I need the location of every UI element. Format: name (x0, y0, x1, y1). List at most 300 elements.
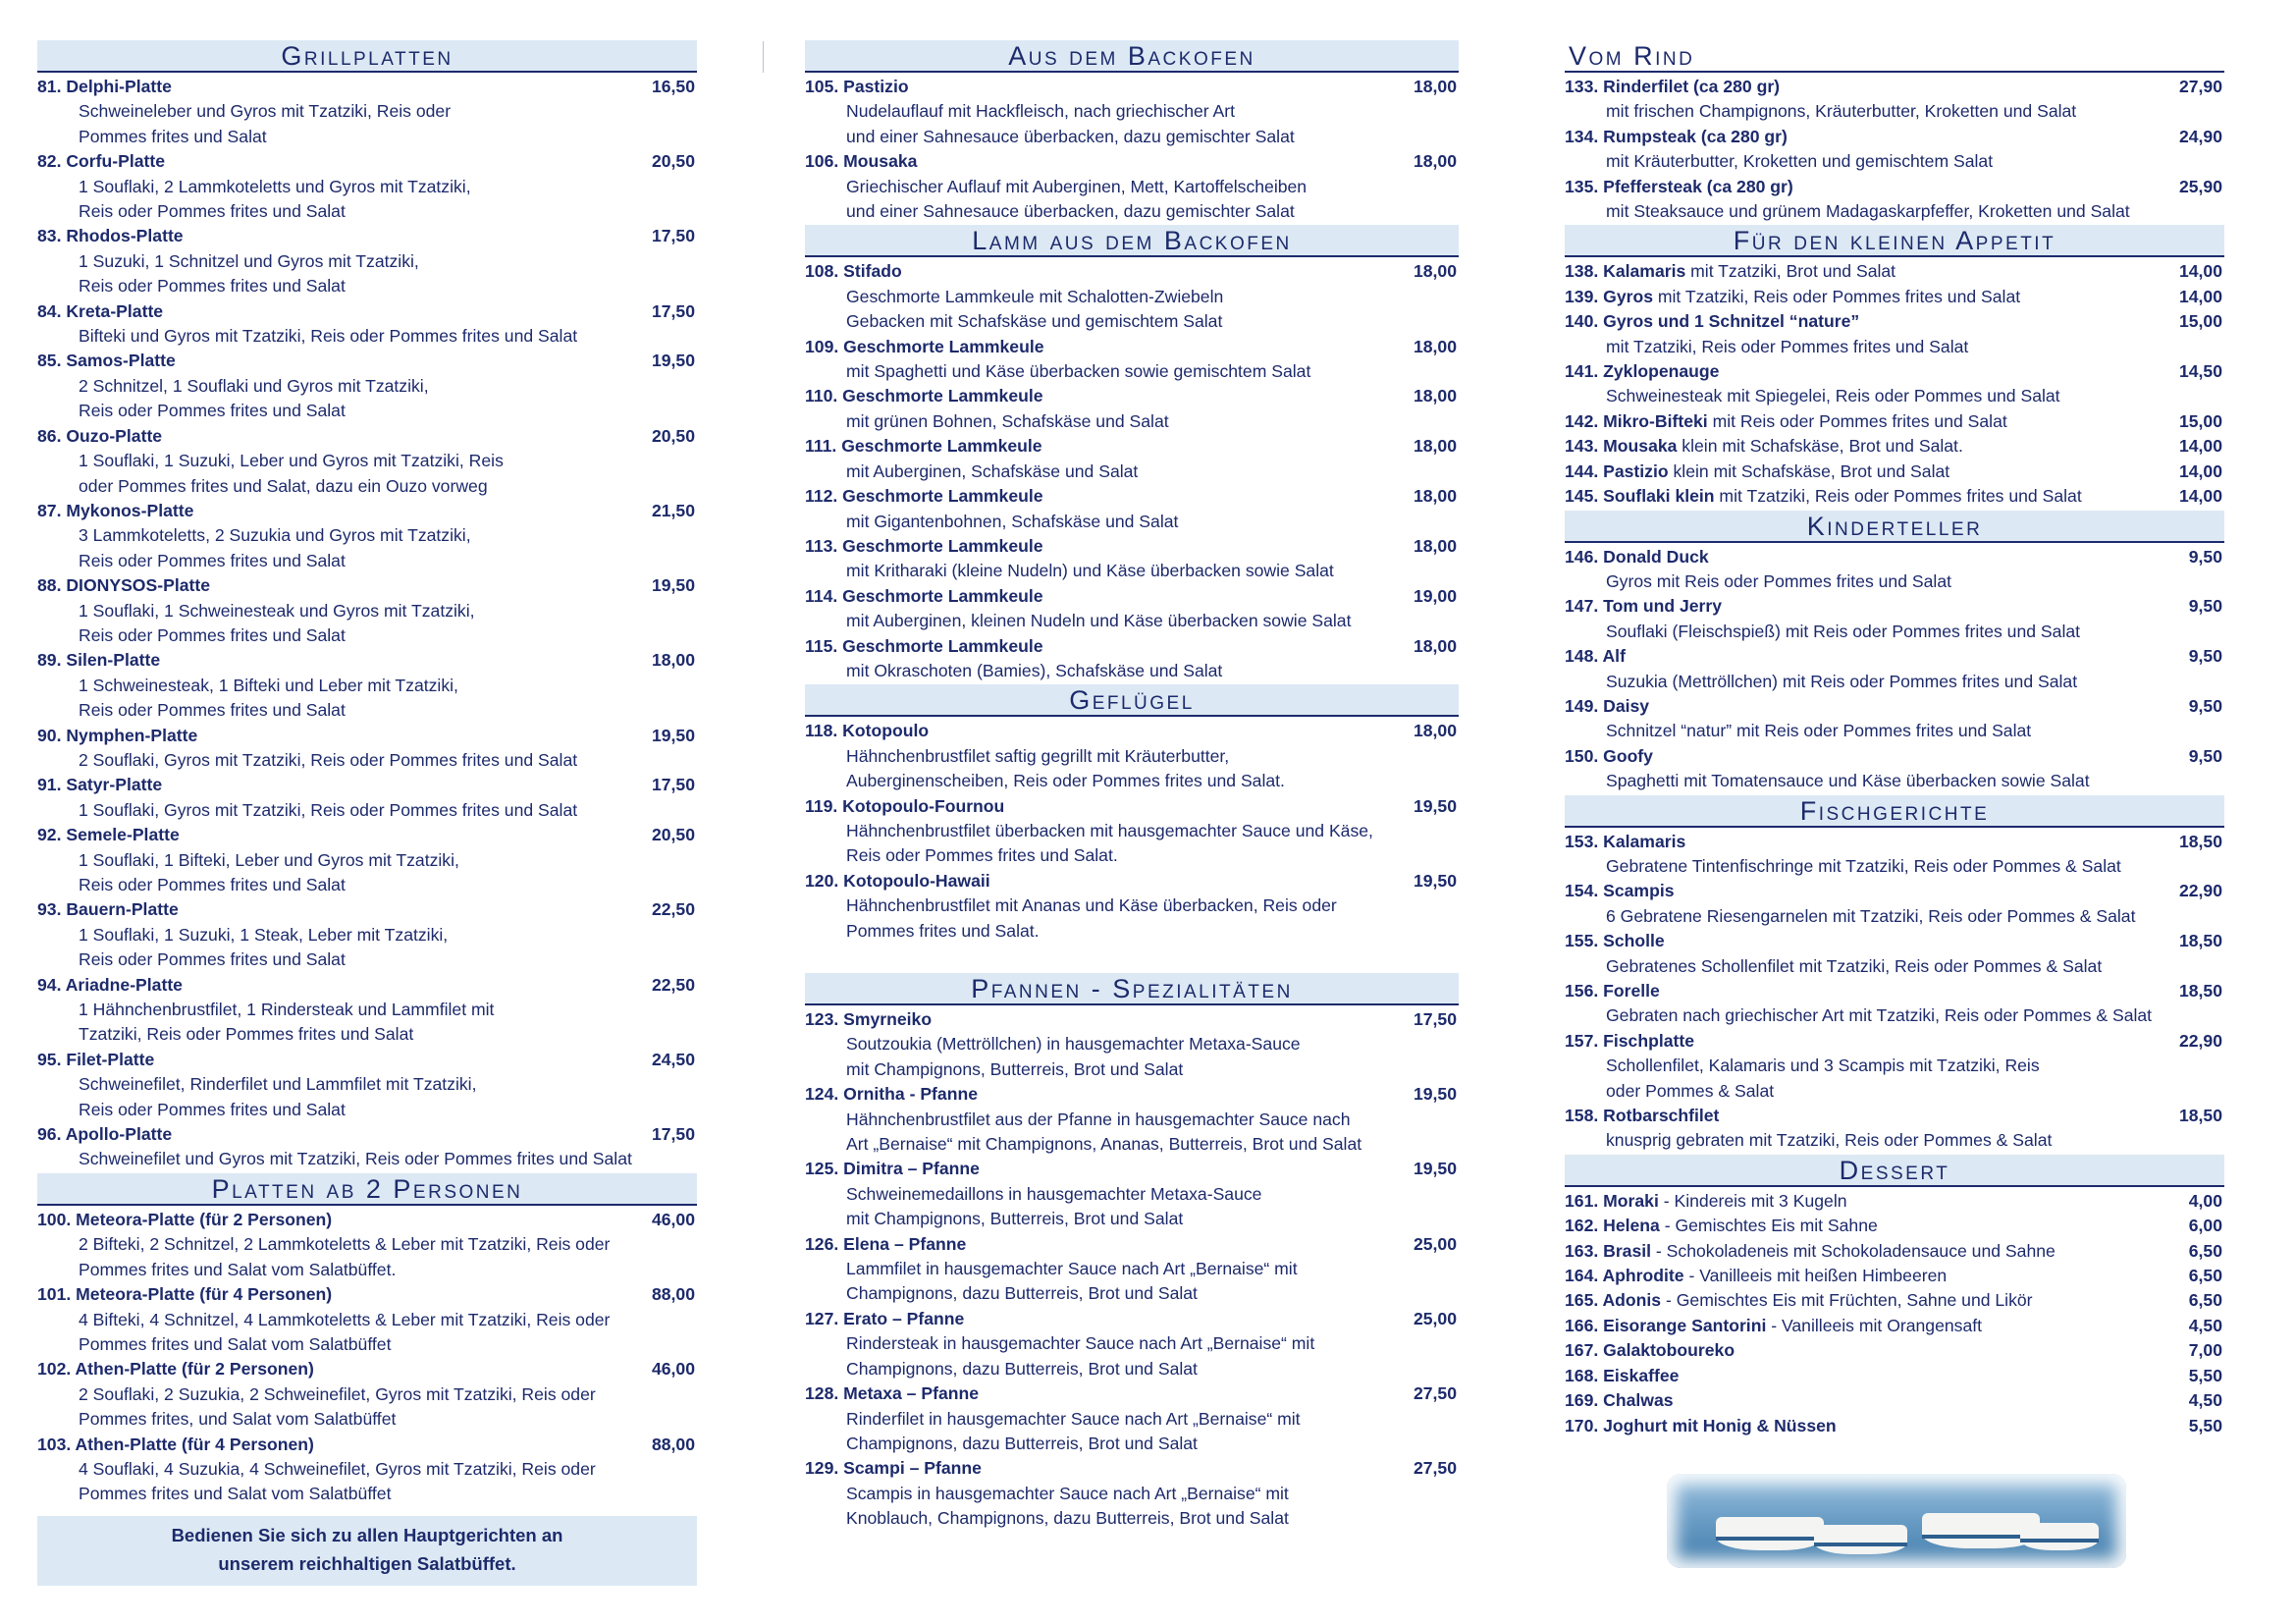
column-divider (763, 41, 764, 73)
menu-item-description: mit Kritharaki (kleine Nudeln) und Käse überbacken sowie Salat (846, 561, 1334, 581)
menu-item-name: 164. Aphrodite (1565, 1266, 1684, 1286)
menu-item-name: 149. Daisy (1565, 695, 1650, 716)
menu-item (1565, 460, 2224, 484)
menu-item-description: Gyros mit Reis oder Pommes frites und Salat (1606, 570, 1951, 591)
menu-item-name: 83. Rhodos-Platte (37, 226, 184, 246)
menu-item-name: 124. Ornitha - Pfanne (805, 1084, 978, 1105)
menu-item-name: 108. Stifado (805, 261, 902, 282)
menu-item (805, 434, 1459, 459)
menu-item (37, 1208, 697, 1232)
menu-item-description: Gebacken mit Schafskäse und gemischtem Salat (846, 311, 1223, 332)
menu-item-price: 19,50 (1413, 1159, 1457, 1179)
menu-item-description: Schweinefilet, Rinderfilet und Lammfilet mit Tzatziki, (79, 1074, 477, 1095)
menu-item-price: 6,50 (2188, 1290, 2222, 1311)
menu-item (805, 75, 1459, 99)
spacer (805, 944, 1459, 972)
menu-item-description: Champignons, dazu Butterreis, Brot und Salat (846, 1358, 1198, 1379)
menu-item-description: 1 Suzuki, 1 Schnitzel und Gyros mit Tzatziki, (79, 250, 419, 271)
menu-item (1565, 830, 2224, 854)
menu-item-name: 138. Kalamaris (1565, 261, 1686, 282)
menu-item-name: 119. Kotopoulo-Fournou (805, 795, 1005, 816)
menu-item-description: mit Champignons, Butterreis, Brot und Salat (846, 1209, 1184, 1229)
boat-shape (1814, 1525, 1907, 1554)
menu-item-description: 4 Souflaki, 4 Suzukia, 4 Schweinefilet, Gyros mit Tzatziki, Reis oder (79, 1458, 596, 1479)
menu-item-price: 22,50 (651, 974, 695, 995)
menu-item-detail: klein mit Schafskäse, Brot und Salat. (1677, 436, 1963, 457)
menu-item-description: 2 Souflaki, Gyros mit Tzatziki, Reis oder Pommes frites und Salat (79, 749, 578, 770)
menu-item-text (1565, 434, 1963, 459)
menu-item-name: 81. Delphi-Platte (37, 77, 172, 96)
menu-item-description: Souflaki (Fleischspieß) mit Reis oder Pommes frites und Salat (1606, 621, 2081, 641)
menu-item-name: 135. Pfeffersteak (ca 280 gr) (1565, 176, 1793, 196)
menu-item-description: 2 Schnitzel, 1 Souflaki und Gyros mit Tzatziki, (79, 375, 429, 396)
menu-item-price: 6,50 (2188, 1266, 2222, 1286)
menu-item (1565, 409, 2224, 434)
menu-item-description: 3 Lammkoteletts, 2 Suzukia und Gyros mit Tzatziki, (79, 525, 471, 546)
menu-item-name: 90. Nymphen-Platte (37, 725, 198, 745)
menu-item-description: Hähnchenbrustfilet überbacken mit hausgemachter Sauce und Käse, (846, 820, 1373, 840)
menu-item (1565, 1414, 2224, 1438)
section-heading-dessert: Dessert (1565, 1155, 2224, 1187)
section-heading-kinderteller: Kinderteller (1565, 511, 2224, 543)
menu-item-price: 24,50 (651, 1049, 695, 1069)
menu-item-description: Bifteki und Gyros mit Tzatziki, Reis oder Pommes frites und Salat (79, 326, 578, 347)
menu-item-description: 1 Souflaki, 2 Lammkoteletts und Gyros mit Tzatziki, (79, 176, 471, 196)
menu-item-price: 17,50 (651, 1124, 695, 1145)
menu-item-name: 168. Eiskaffee (1565, 1365, 1680, 1385)
menu-item-description: Reis oder Pommes frites und Salat (79, 949, 346, 970)
menu-item-description: Pommes frites und Salat (79, 126, 267, 146)
menu-item-description: Reis oder Pommes frites und Salat (79, 201, 346, 222)
menu-item (1565, 1288, 2224, 1313)
menu-item-description: mit frischen Champignons, Kräuterbutter, Kroketten und Salat (1606, 101, 2077, 122)
menu-item-description: Hähnchenbrustfilet saftig gegrillt mit Kräuterbutter, (846, 745, 1230, 766)
section-heading-geflügel: Geflügel (805, 684, 1459, 717)
menu-item (37, 897, 697, 922)
menu-item-name: 100. Meteora-Platte (für 2 Personen) (37, 1209, 333, 1229)
menu-item-description: und einer Sahnesauce überbacken, dazu gemischter Salat (846, 201, 1295, 222)
menu-item-detail: - Gemischtes Eis mit Früchten, Sahne und Likör (1661, 1290, 2033, 1311)
menu-item-text (1565, 259, 1896, 284)
menu-item-description: Nudelauflauf mit Hackfleisch, nach griechischer Art (846, 101, 1236, 122)
menu-item (1565, 879, 2224, 903)
menu-item-price: 18,50 (2178, 981, 2222, 1001)
menu-item (1565, 644, 2224, 669)
menu-item-description: oder Pommes frites und Salat, dazu ein Ouzo vorweg (79, 475, 488, 496)
menu-item-description: Art „Bernaise“ mit Champignons, Ananas, Butterreis, Brot und Salat (846, 1134, 1362, 1155)
menu-item-price: 18,00 (651, 650, 695, 671)
menu-item (37, 299, 697, 324)
menu-item-description: Gebratenes Schollenfilet mit Tzatziki, Reis oder Pommes & Salat (1606, 955, 2103, 976)
menu-item-price: 22,90 (2178, 881, 2222, 901)
menu-item-price: 5,50 (2188, 1365, 2222, 1385)
menu-column-2 (805, 39, 1459, 1532)
menu-item-price: 46,00 (651, 1209, 695, 1229)
menu-item-text (1565, 1338, 1735, 1363)
menu-item-description: mit Okraschoten (Bamies), Schafskäse und Salat (846, 660, 1223, 680)
menu-item-text (1565, 1214, 1878, 1238)
menu-item-name: 110. Geschmorte Lammkeule (805, 386, 1043, 406)
menu-item-name: 120. Kotopoulo-Hawaii (805, 870, 990, 891)
section-heading-fischgerichte: Fischgerichte (1565, 795, 2224, 828)
menu-item-name: 106. Mousaka (805, 151, 918, 172)
menu-item-name: 154. Scampis (1565, 881, 1675, 901)
menu-item-name: 167. Galaktoboureko (1565, 1340, 1735, 1361)
menu-item (1565, 259, 2224, 284)
menu-item-description: Rinderfilet in hausgemachter Sauce nach Art „Bernaise“ mit (846, 1408, 1301, 1429)
menu-item-price: 7,00 (2188, 1340, 2222, 1361)
menu-item (37, 1433, 697, 1457)
menu-item (37, 424, 697, 449)
menu-column-3 (1565, 39, 2224, 1568)
menu-item-price: 14,00 (2178, 460, 2222, 481)
menu-item-price: 18,00 (1413, 151, 1457, 172)
menu-item-description: 1 Schweinesteak, 1 Bifteki und Leber mit Tzatziki, (79, 675, 458, 695)
menu-item-price: 21,50 (651, 500, 695, 520)
menu-item-description: Scampis in hausgemachter Sauce nach Art „Bernaise“ mit (846, 1483, 1289, 1503)
menu-item (1565, 484, 2224, 509)
menu-item (805, 794, 1459, 819)
menu-item-name: 153. Kalamaris (1565, 831, 1686, 851)
menu-item-name: 147. Tom und Jerry (1565, 596, 1723, 617)
menu-item-name: 102. Athen-Platte (für 2 Personen) (37, 1359, 314, 1380)
menu-item (1565, 1364, 2224, 1388)
salad-buffet-note-line-1: Bedienen Sie sich zu allen Hauptgerichten an (171, 1524, 563, 1545)
menu-item-description: Soutzoukia (Mettröllchen) in hausgemachter Metaxa-Sauce (846, 1034, 1301, 1055)
menu-item-name: 113. Geschmorte Lammkeule (805, 535, 1043, 556)
menu-item-description: Reis oder Pommes frites und Salat (79, 875, 346, 894)
menu-item-name: 170. Joghurt mit Honig & Nüssen (1565, 1415, 1837, 1435)
menu-item-description: 1 Souflaki, 1 Suzuki, Leber und Gyros mit Tzatziki, Reis (79, 451, 504, 471)
menu-item-description: Geschmorte Lammkeule mit Schalotten-Zwiebeln (846, 286, 1224, 306)
menu-item-price: 4,00 (2188, 1190, 2222, 1211)
menu-item-description: Tzatziki, Reis oder Pommes frites und Salat (79, 1024, 414, 1045)
menu-item (1565, 1314, 2224, 1338)
menu-item-price: 24,90 (2178, 126, 2222, 146)
menu-item-detail: - Gemischtes Eis mit Sahne (1659, 1216, 1878, 1236)
menu-item (37, 973, 697, 998)
menu-item-price: 9,50 (2188, 546, 2222, 567)
menu-item-description: Hähnchenbrustfilet aus der Pfanne in hausgemachter Sauce nach (846, 1109, 1351, 1129)
menu-item-description: Gebraten nach griechischer Art mit Tzatziki, Reis oder Pommes & Salat (1606, 1005, 2153, 1026)
menu-item-name: 112. Geschmorte Lammkeule (805, 486, 1043, 507)
menu-item-name: 88. DIONYSOS-Platte (37, 575, 210, 596)
menu-item-text (1565, 1239, 2056, 1264)
menu-item-name: 145. Souflaki klein (1565, 486, 1715, 507)
menu-item-text (1565, 460, 1949, 484)
menu-item (805, 719, 1459, 743)
menu-item (1565, 979, 2224, 1003)
menu-item-price: 18,00 (1413, 386, 1457, 406)
menu-item (37, 1048, 697, 1072)
menu-item-price: 15,00 (2178, 410, 2222, 431)
menu-item-description: Pommes frites und Salat vom Salatbüffet (79, 1484, 392, 1504)
menu-item-price: 9,50 (2188, 596, 2222, 617)
menu-item-description: Schweinemedaillons in hausgemachter Metaxa-Sauce (846, 1183, 1262, 1204)
menu-item-description: mit Kräuterbutter, Kroketten und gemischtem Salat (1606, 151, 1994, 172)
menu-item-name: 86. Ouzo-Platte (37, 425, 163, 446)
menu-item-name: 82. Corfu-Platte (37, 151, 166, 172)
menu-item (1565, 1338, 2224, 1363)
menu-item-description: Hähnchenbrustfilet mit Ananas und Käse überbacken, Reis oder (846, 895, 1337, 916)
menu-item-name: 146. Donald Duck (1565, 546, 1709, 567)
menu-item-price: 22,50 (651, 899, 695, 920)
menu-item-description: mit Gigantenbohnen, Schafskäse und Salat (846, 511, 1179, 531)
menu-item-price: 18,00 (1413, 486, 1457, 507)
menu-item-price: 88,00 (651, 1434, 695, 1454)
menu-item-description: Pommes frites, und Salat vom Salatbüffet (79, 1409, 397, 1430)
salad-buffet-note (37, 1516, 697, 1586)
menu-item (1565, 359, 2224, 384)
menu-item (1565, 1264, 2224, 1288)
menu-item-text (1565, 309, 1859, 334)
menu-item-price: 6,50 (2188, 1240, 2222, 1261)
menu-item-price: 46,00 (651, 1359, 695, 1380)
section-heading-aus-dem-backofen: Aus dem Backofen (805, 40, 1459, 73)
menu-item (805, 1456, 1459, 1481)
menu-item (805, 484, 1459, 509)
menu-item-name: 134. Rumpsteak (ca 280 gr) (1565, 126, 1788, 146)
menu-item-name: 89. Silen-Platte (37, 650, 161, 671)
menu-item-description: und einer Sahnesauce überbacken, dazu gemischter Salat (846, 126, 1295, 146)
menu-item-description: Reis oder Pommes frites und Salat (79, 700, 346, 721)
menu-item (1565, 1104, 2224, 1128)
menu-item-price: 88,00 (651, 1284, 695, 1305)
menu-item (805, 1381, 1459, 1406)
menu-item-text (1565, 285, 2020, 309)
menu-item-description: 1 Souflaki, 1 Suzuki, 1 Steak, Leber mit Tzatziki, (79, 924, 449, 945)
menu-item (1565, 694, 2224, 719)
menu-item-name: 109. Geschmorte Lammkeule (805, 336, 1044, 356)
menu-item-price: 25,90 (2178, 176, 2222, 196)
menu-item-price: 14,00 (2178, 436, 2222, 457)
menu-item-description: Suzukia (Mettröllchen) mit Reis oder Pommes frites und Salat (1606, 671, 2078, 691)
menu-column-1 (37, 39, 697, 1586)
menu-item-name: 95. Filet-Platte (37, 1049, 155, 1069)
menu-item-name: 161. Moraki (1565, 1190, 1659, 1211)
menu-item-name: 92. Semele-Platte (37, 825, 180, 845)
menu-item-price: 17,50 (651, 226, 695, 246)
menu-item-price: 18,50 (2178, 831, 2222, 851)
menu-item-description: Reis oder Pommes frites und Salat (79, 624, 346, 645)
menu-item-price: 27,50 (1413, 1458, 1457, 1479)
menu-item (1565, 545, 2224, 569)
menu-item-name: 129. Scampi – Pfanne (805, 1458, 982, 1479)
menu-item-description: Champignons, dazu Butterreis, Brot und Salat (846, 1283, 1198, 1304)
menu-item-name: 128. Metaxa – Pfanne (805, 1383, 980, 1404)
menu-item-text (1565, 1264, 1947, 1288)
menu-item-description: 2 Souflaki, 2 Suzukia, 2 Schweinefilet, Gyros mit Tzatziki, Reis oder (79, 1383, 596, 1404)
menu-item (805, 634, 1459, 659)
boat-shape (2020, 1523, 2099, 1550)
menu-item-description: Reis oder Pommes frites und Salat (79, 276, 346, 297)
menu-item-name: 142. Mikro-Bifteki (1565, 410, 1708, 431)
menu-item-price: 14,00 (2178, 486, 2222, 507)
menu-item-name: 139. Gyros (1565, 286, 1653, 306)
menu-item (37, 724, 697, 748)
menu-item-description: mit Auberginen, kleinen Nudeln und Käse überbacken sowie Salat (846, 611, 1352, 631)
menu-item-price: 4,50 (2188, 1390, 2222, 1411)
menu-item-name: 114. Geschmorte Lammkeule (805, 585, 1043, 606)
menu-item-name: 165. Adonis (1565, 1290, 1662, 1311)
section-heading-pfannen-spezialitäten: Pfannen - Spezialitäten (805, 973, 1459, 1005)
menu-item-description: Pommes frites und Salat. (846, 920, 1040, 941)
menu-item-price: 14,50 (2178, 361, 2222, 382)
menu-item (805, 1082, 1459, 1107)
menu-item-name: 101. Meteora-Platte (für 4 Personen) (37, 1284, 333, 1305)
section-heading-grillplatten: Grillplatten (37, 40, 697, 73)
menu-item-description: 6 Gebratene Riesengarnelen mit Tzatziki, Reis oder Pommes & Salat (1606, 905, 2136, 926)
menu-item-description: mit Auberginen, Schafskäse und Salat (846, 460, 1139, 481)
menu-item-detail: - Schokoladeneis mit Schokoladensauce und Sahne (1651, 1240, 2056, 1261)
menu-item-detail: klein mit Schafskäse, Brot und Salat (1668, 460, 1950, 481)
menu-item-name: 156. Forelle (1565, 981, 1660, 1001)
menu-item (1565, 1239, 2224, 1264)
menu-item-description: 1 Souflaki, 1 Schweinesteak und Gyros mit Tzatziki, (79, 600, 475, 621)
menu-item-price: 4,50 (2188, 1315, 2222, 1335)
menu-item (37, 499, 697, 523)
section-heading-für-den-kleinen-appetit: Für den kleinen Appetit (1565, 225, 2224, 257)
menu-item-text (1565, 484, 2082, 509)
menu-item (1565, 434, 2224, 459)
menu-item (805, 584, 1459, 609)
menu-item-price: 9,50 (2188, 695, 2222, 716)
menu-item-name: 96. Apollo-Platte (37, 1124, 173, 1145)
menu-item-detail: mit Reis oder Pommes frites und Salat (1707, 410, 2007, 431)
menu-item (1565, 1214, 2224, 1238)
menu-item-price: 19,50 (651, 575, 695, 596)
menu-item-price: 22,90 (2178, 1030, 2222, 1051)
menu-item (1565, 125, 2224, 149)
menu-item (37, 1122, 697, 1147)
menu-item-description: mit grünen Bohnen, Schafskäse und Salat (846, 410, 1169, 431)
menu-item-description: mit Champignons, Butterreis, Brot und Salat (846, 1058, 1184, 1079)
menu-item-description: oder Pommes & Salat (1606, 1080, 1775, 1101)
menu-item-description: mit Steaksauce und grünem Madagaskarpfeffer, Kroketten und Salat (1606, 201, 2130, 222)
menu-item-price: 18,50 (2178, 931, 2222, 951)
section-heading-lamm-aus-dem-backofen: Lamm aus dem Backofen (805, 225, 1459, 257)
menu-item (805, 1307, 1459, 1331)
menu-item (37, 224, 697, 248)
menu-item-name: 126. Elena – Pfanne (805, 1233, 967, 1254)
menu-item-name: 143. Mousaka (1565, 436, 1678, 457)
menu-item (1565, 1029, 2224, 1054)
menu-item (805, 149, 1459, 174)
menu-item (805, 1232, 1459, 1257)
menu-item-description: Gebratene Tintenfischringe mit Tzatziki, Reis oder Pommes & Salat (1606, 855, 2121, 876)
menu-item-name: 158. Rotbarschfilet (1565, 1106, 1720, 1126)
menu-item-price: 25,00 (1413, 1308, 1457, 1328)
menu-item-price: 9,50 (2188, 745, 2222, 766)
menu-item (1565, 309, 2224, 334)
menu-item-description: 2 Bifteki, 2 Schnitzel, 2 Lammkoteletts & Leber mit Tzatziki, Reis oder (79, 1234, 611, 1255)
menu-item-price: 17,50 (651, 300, 695, 321)
menu-item-description: Reis oder Pommes frites und Salat (79, 401, 346, 421)
menu-item (37, 1282, 697, 1307)
menu-item (37, 573, 697, 598)
menu-item (805, 1157, 1459, 1181)
menu-item-price: 18,00 (1413, 635, 1457, 656)
menu-item-text (1565, 1189, 1847, 1214)
menu-item-name: 150. Goofy (1565, 745, 1653, 766)
menu-item-name: 123. Smyrneiko (805, 1009, 933, 1029)
menu-item-description: Knoblauch, Champignons, dazu Butterreis, Brot und Salat (846, 1508, 1289, 1529)
menu-item-detail: - Vanilleeis mit heißen Himbeeren (1683, 1266, 1948, 1286)
menu-item-price: 27,90 (2178, 77, 2222, 96)
menu-item-name: 91. Satyr-Platte (37, 775, 163, 795)
menu-item-name: 118. Kotopoulo (805, 721, 930, 741)
menu-item (805, 335, 1459, 359)
menu-item-price: 18,00 (1413, 336, 1457, 356)
menu-item-text (1565, 409, 2007, 434)
menu-item-name: 103. Athen-Platte (für 4 Personen) (37, 1434, 314, 1454)
boat-shape (1716, 1517, 1824, 1550)
menu-item-price: 18,00 (1413, 77, 1457, 96)
menu-item-price: 18,00 (1413, 721, 1457, 741)
menu-item-name: 133. Rinderfilet (ca 280 gr) (1565, 77, 1781, 96)
salad-buffet-note-line-2: unserem reichhaltigen Salatbüffet. (218, 1552, 516, 1574)
menu-item (805, 384, 1459, 408)
menu-item (1565, 175, 2224, 199)
menu-item-detail: mit Tzatziki, Brot und Salat (1685, 261, 1896, 282)
menu-item-price: 18,50 (2178, 1106, 2222, 1126)
menu-item (37, 648, 697, 673)
menu-item-price: 6,00 (2188, 1216, 2222, 1236)
menu-item-name: 94. Ariadne-Platte (37, 974, 183, 995)
menu-item (805, 259, 1459, 284)
menu-item (37, 149, 697, 174)
menu-item-price: 19,50 (651, 351, 695, 371)
menu-item-name: 105. Pastizio (805, 77, 909, 96)
menu-item (805, 869, 1459, 893)
menu-item-description: Schweinefilet und Gyros mit Tzatziki, Reis oder Pommes frites und Salat (79, 1149, 632, 1169)
menu-item-name: 127. Erato – Pfanne (805, 1308, 965, 1328)
menu-item (1565, 744, 2224, 769)
menu-item-text (1565, 1288, 2033, 1313)
menu-item-text (1565, 1388, 1674, 1413)
section-heading-platten-ab-2-personen: Platten ab 2 Personen (37, 1173, 697, 1206)
menu-item (805, 534, 1459, 559)
menu-item-price: 14,00 (2178, 261, 2222, 282)
menu-item (37, 823, 697, 847)
menu-item-description: Pommes frites und Salat vom Salatbüffet. (79, 1259, 397, 1279)
menu-item-price: 15,00 (2178, 311, 2222, 332)
menu-item-name: 141. Zyklopenauge (1565, 361, 1720, 382)
menu-item-name: 155. Scholle (1565, 931, 1665, 951)
menu-item-price: 20,50 (651, 825, 695, 845)
menu-item (37, 75, 697, 99)
menu-item-name: 157. Fischplatte (1565, 1030, 1695, 1051)
menu-item-name: 163. Brasil (1565, 1240, 1652, 1261)
menu-item (1565, 929, 2224, 953)
menu-item-price: 19,50 (1413, 870, 1457, 891)
menu-item-name: 169. Chalwas (1565, 1390, 1674, 1411)
menu-item-price: 27,50 (1413, 1383, 1457, 1404)
menu-item-text (1565, 1364, 1679, 1388)
menu-item-price: 9,50 (2188, 646, 2222, 667)
menu-item-name: 140. Gyros und 1 Schnitzel “nature” (1565, 311, 1860, 332)
menu-item-price: 19,50 (651, 725, 695, 745)
menu-item-price: 20,50 (651, 151, 695, 172)
section-heading-vom-rind: Vom Rind (1565, 40, 2224, 73)
menu-item-description: Reis oder Pommes frites und Salat. (846, 845, 1118, 866)
menu-item-price: 18,00 (1413, 535, 1457, 556)
menu-item-description: Rindersteak in hausgemachter Sauce nach Art „Bernaise“ mit (846, 1333, 1315, 1354)
menu-item-description: Schweinesteak mit Spiegelei, Reis oder Pommes und Salat (1606, 386, 2060, 406)
menu-item-price: 16,50 (651, 77, 695, 96)
menu-item-description: Spaghetti mit Tomatensauce und Käse überbacken sowie Salat (1606, 771, 2090, 791)
menu-item-text (1565, 1314, 1982, 1338)
